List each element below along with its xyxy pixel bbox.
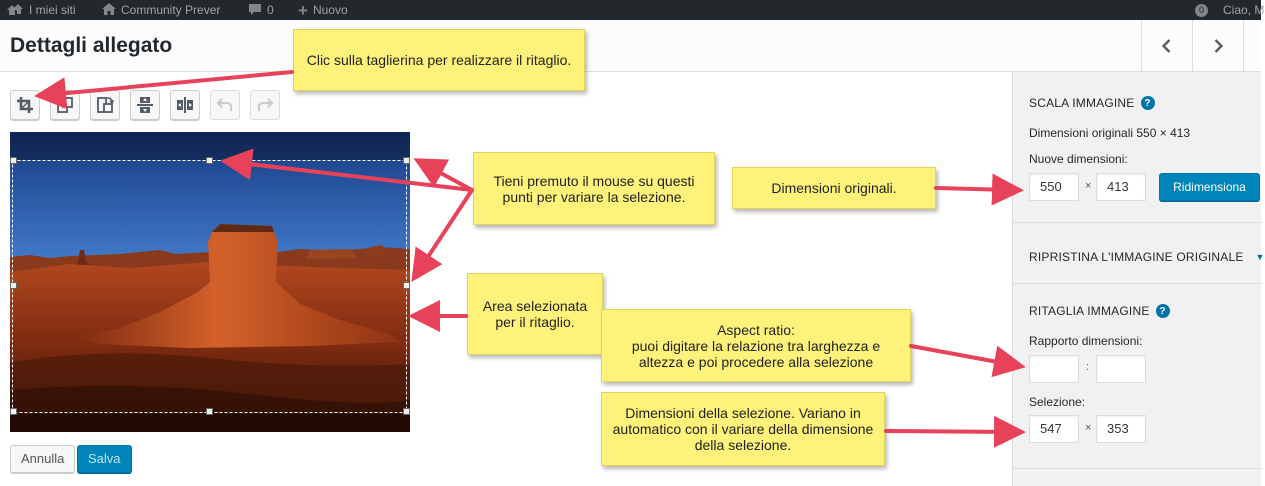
help-icon[interactable]: ? <box>1141 96 1155 110</box>
scale-times: × <box>1085 180 1092 192</box>
crop-section-title <box>1029 304 1170 318</box>
flip-vertical-button[interactable] <box>130 90 160 120</box>
scale-button[interactable] <box>50 90 80 120</box>
undo-icon <box>216 96 234 114</box>
selection-height-input[interactable]: 353 <box>1096 415 1146 443</box>
triangle-down-icon[interactable]: ▼ <box>1255 252 1265 262</box>
aspect-ratio-label: Rapporto dimensioni: <box>1029 334 1143 348</box>
notifications-badge: 0 <box>1195 4 1208 17</box>
crop-handle-n[interactable] <box>206 157 213 164</box>
callout-original-dimensions: Dimensioni originali. <box>732 167 936 209</box>
my-sites-icon <box>6 3 24 18</box>
aspect-width-input[interactable] <box>1029 355 1079 383</box>
image-canvas[interactable] <box>10 132 410 432</box>
next-button[interactable] <box>1192 20 1242 71</box>
flip-horizontal-icon <box>176 96 194 114</box>
arrow-to-original-dimensions <box>936 188 1012 190</box>
crop-title-label: RITAGLIA IMMAGINE <box>1029 304 1150 318</box>
previous-button[interactable] <box>1141 20 1191 71</box>
scale-title-label: SCALA IMMAGINE <box>1029 96 1135 110</box>
comments-count: 0 <box>267 2 274 17</box>
callout-aspect-ratio: Aspect ratio: puoi digitare la relazione tra larghezza e altezza e poi procedere alla selezione <box>601 309 911 382</box>
header-divider <box>1243 20 1244 71</box>
callout-handles: Tieni premuto il mouse su questi punti per variare la selezione. <box>473 152 715 225</box>
my-sites-menu[interactable] <box>6 0 76 20</box>
redo-icon <box>256 96 274 114</box>
undo-button[interactable] <box>210 90 240 120</box>
scale-width-input[interactable]: 550 <box>1029 173 1079 201</box>
cancel-button[interactable]: Annulla <box>10 445 75 473</box>
site-name-menu[interactable] <box>102 0 220 20</box>
save-button[interactable]: Salva <box>77 445 132 473</box>
crop-handle-ne[interactable] <box>403 157 410 164</box>
scale-section-title <box>1029 96 1155 110</box>
flip-vertical-icon <box>136 96 154 114</box>
comment-icon <box>248 3 262 18</box>
site-name-label: Community Prever <box>121 2 221 17</box>
restore-section-title[interactable] <box>1029 250 1265 264</box>
selection-label: Selezione: <box>1029 395 1086 409</box>
callout-crop-tool: Clic sulla taglierina per realizzare il ritaglio. <box>293 29 585 91</box>
scale-height-input[interactable]: 413 <box>1096 173 1146 201</box>
greeting: Ciao, M <box>1223 2 1265 17</box>
chevron-right-icon <box>1210 38 1226 54</box>
page-title: Dettagli allegato <box>10 34 173 57</box>
crop-handle-nw[interactable] <box>10 157 17 164</box>
chevron-left-icon <box>1159 38 1175 54</box>
arrow-to-aspect-ratio <box>911 346 1014 365</box>
section-divider <box>1013 283 1262 284</box>
image-edit-sidebar <box>1012 72 1265 486</box>
modal-header <box>0 20 1261 72</box>
my-sites-label: I miei siti <box>29 2 76 17</box>
crop-button[interactable] <box>10 90 40 120</box>
aspect-height-input[interactable] <box>1096 355 1146 383</box>
rotate-button[interactable] <box>90 90 120 120</box>
aspect-separator: : <box>1086 361 1090 373</box>
crop-handle-se[interactable] <box>403 408 410 415</box>
redo-button[interactable] <box>250 90 280 120</box>
resize-button[interactable]: Ridimensiona <box>1159 173 1260 201</box>
scale-icon <box>56 96 74 114</box>
rotate-icon <box>96 96 114 114</box>
account-menu[interactable] <box>1195 0 1264 20</box>
selection-width-input[interactable]: 547 <box>1029 415 1079 443</box>
crop-handle-s[interactable] <box>206 408 213 415</box>
arrow-to-side-handle <box>418 190 472 272</box>
new-content-menu[interactable] <box>298 0 348 20</box>
flip-horizontal-button[interactable] <box>170 90 200 120</box>
section-divider <box>1013 222 1262 223</box>
callout-selection-dimensions: Dimensioni della selezione. Variano in automatico con il variare della dimensione della selezione. <box>601 392 885 466</box>
new-label: Nuovo <box>312 2 348 17</box>
callout-selected-area: Area selezionata per il ritaglio. <box>467 273 603 355</box>
restore-title-label: RIPRISTINA L'IMMAGINE ORIGINALE <box>1029 250 1244 264</box>
comments-menu[interactable] <box>248 0 274 20</box>
new-dimensions-label: Nuove dimensioni: <box>1029 152 1128 166</box>
home-icon <box>102 3 116 17</box>
section-divider <box>1013 468 1262 469</box>
arrow-to-corner-handle <box>424 164 472 190</box>
help-icon[interactable]: ? <box>1156 304 1170 318</box>
crop-handle-w[interactable] <box>10 282 17 289</box>
crop-selection[interactable] <box>10 132 410 432</box>
original-dimensions: Dimensioni originali 550 × 413 <box>1029 126 1191 140</box>
admin-bar <box>0 0 1265 20</box>
crop-icon <box>16 96 34 114</box>
selection-times: × <box>1085 422 1092 434</box>
crop-handle-e[interactable] <box>403 282 410 289</box>
arrow-to-selection-dimensions <box>886 431 1014 432</box>
crop-handle-sw[interactable] <box>10 408 17 415</box>
plus-icon: + <box>298 0 308 20</box>
